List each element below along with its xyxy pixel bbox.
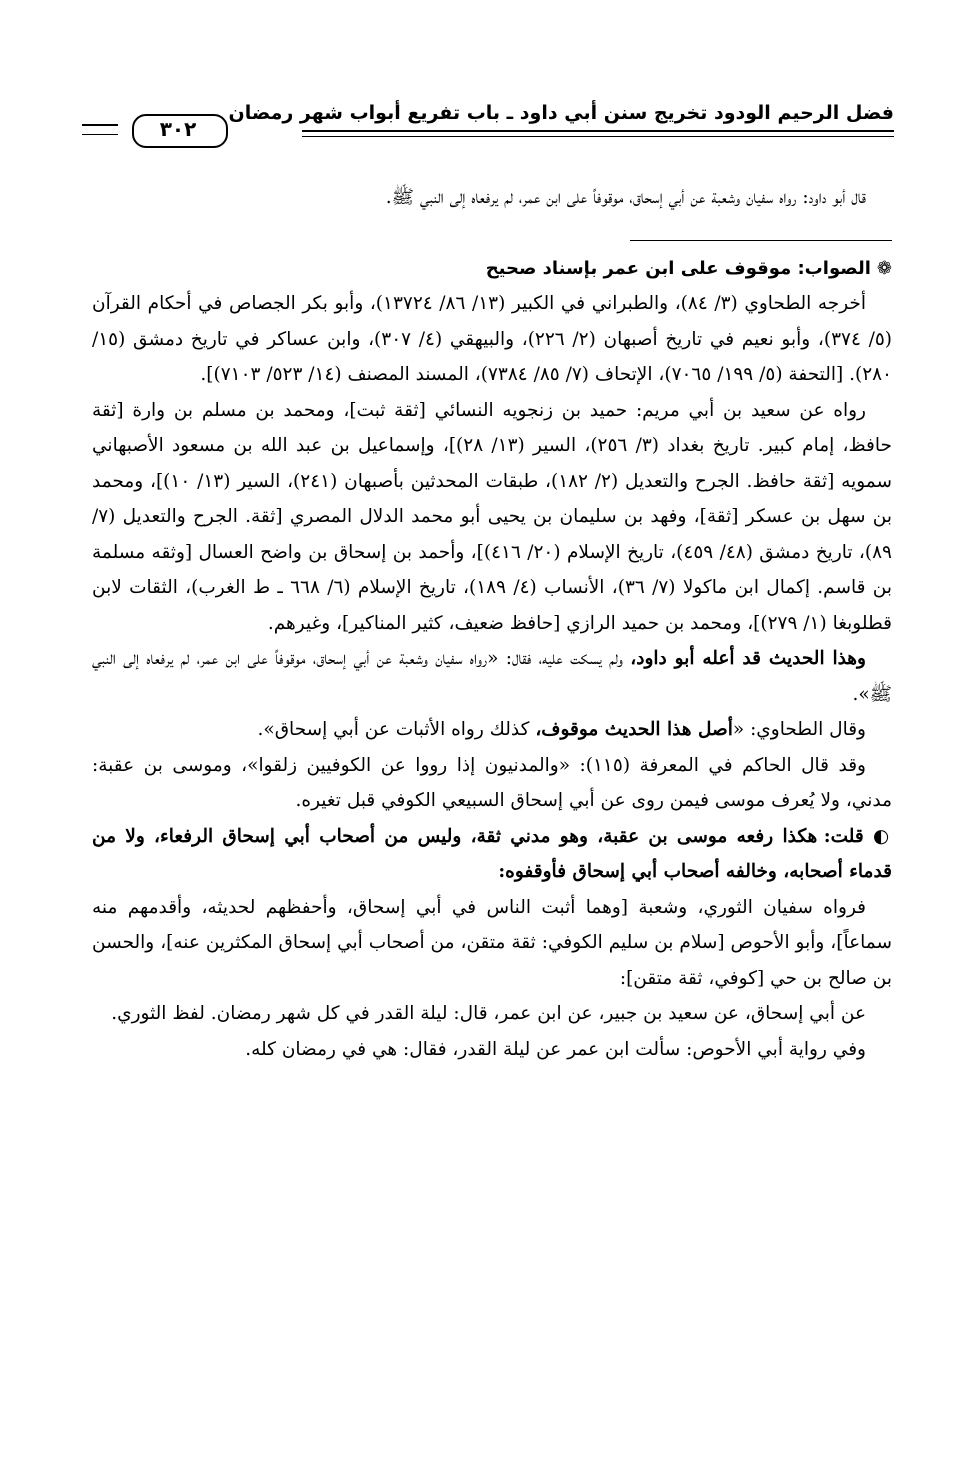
paragraph-thawri: فرواه سفيان الثوري، وشعبة [وهما أثبت الناس في أبي إسحاق، وأحفظهم لحديثه، وأقدمهم منه سماعاً]، وأبو الأحوص [سلام بن سليم الكوفي: ثقة متقن، من أصحاب أبي إسحاق المكثرين عنه]، والحسن بن صالح بن حي [كوفي، ثقة متقن]: — [92, 896, 892, 989]
paragraph-qultu-text: قلت: هكذا رفعه موسى بن عقبة، وهو مدني ثقة، وليس من أصحاب أبي إسحاق الرفعاء، ولا من قدماء أصحابه، وخالفه أصحاب أبي إسحاق فأوقفوه: — [92, 825, 892, 882]
intro-paragraph: قال أبو داود: رواه سفيان وشعبة عن أبي إسحاق، موقوفاً على ابن عمر، لم يرفعاه إلى النبي ﷺ. — [385, 187, 866, 208]
paragraph-tahawi-a: وقال الطحاوي: « — [732, 719, 866, 740]
paragraph-abul-ahwas: وفي رواية أبي الأحوص: سألت ابن عمر عن ليلة القدر، فقال: هي في رمضان كله. — [245, 1038, 866, 1060]
page-body — [92, 180, 892, 1067]
section-heading — [92, 251, 892, 287]
paragraph-illah — [92, 641, 892, 712]
paragraph-tahawi — [92, 712, 892, 748]
paragraph-qultu — [92, 819, 892, 890]
page-number: ٣٠٢ — [118, 112, 238, 146]
heading-text: الصواب: موقوف على ابن عمر بإسناد صحيح — [485, 257, 871, 279]
paragraph-isnad: عن أبي إسحاق، عن سعيد بن جبير، عن ابن عمر، قال: ليلة القدر في كل شهر رمضان. لفظ الثوري. — [111, 1003, 866, 1024]
separator-rule — [630, 240, 892, 241]
paragraph-narrators: رواه عن سعيد بن أبي مريم: حميد بن زنجويه النسائي [ثقة ثبت]، ومحمد بن مسلم بن وارة [ثقة حافظ، إمام كبير. تاريخ بغداد (٣/ ٢٥٦)، السير (١٣/ ٢٨)]، وإسماعيل بن عبد الله بن مسعود الأصبهاني سمويه [ثقة حافظ. الجرح والتعديل (٢/ ١٨٢)، طبقات المحدثين بأصبهان (٢٤١)، السير (١٣/ ١٠)]، ومحمد بن سهل بن عسكر [ثقة]، وفهد بن سليمان بن يحيى أبو محمد الدلال المصري [ثقة. الجرح والتعديل (٧/ ٨٩)، تاريخ دمشق (٤٨/ ٤٥٩)، تاريخ الإسلام (٢٠/ ٤١٦)]، وأحمد بن إسحاق بن واضح العسال [وثقه مسلمة بن قاسم. إكمال ابن ماكولا (٧/ ٣٦)، الأنساب (٤/ ١٨٩)، تاريخ الإسلام (٦/ ٦٦٨ ـ ط الغرب)، الثقات لابن قطلوبغا (١/ ٢٧٩)]، ومحمد بن حميد الرازي [حافظ ضعيف، كثير المناكير]، وغيرهم. — [92, 399, 892, 634]
flower-icon: ❁ — [876, 257, 892, 279]
running-title: فضل الرحيم الودود تخريج سنن أبي داود ـ باب تفريع أبواب شهر رمضان — [228, 102, 894, 124]
header-ornament-lines — [82, 124, 118, 135]
paragraph-illah-rest: ولم يسكت عليه، فقال: «رواه سفيان وشعبة عن أبي إسحاق، موقوفاً على ابن عمر، لم يرفعاه إلى النبي ﷺ». — [92, 648, 892, 705]
header-rule — [302, 130, 894, 132]
paragraph-tahawi-b: كذلك رواه الأثبات عن أبي إسحاق». — [257, 719, 536, 740]
page-header — [88, 96, 894, 144]
paragraph-tahawi-bold: أصل هذا الحديث موقوف، — [535, 719, 733, 740]
header-rule-thin — [302, 136, 894, 137]
half-circle-icon: ◐ — [873, 825, 892, 847]
paragraph-takhrij: أخرجه الطحاوي (٣/ ٨٤)، والطبراني في الكبير (١٣/ ٨٦/ ١٣٧٢٤)، وأبو بكر الجصاص في أحكام القرآن (٥/ ٣٧٤)، وأبو نعيم في تاريخ أصبهان (٢/ ٢٢٦)، والبيهقي (٤/ ٣٠٧)، وابن عساكر في تاريخ دمشق (١٥/ ٢٨٠). [التحفة (٥/ ١٩٩/ ٧٠٦٥)، الإتحاف (٧/ ٨٥/ ٧٣٨٤)، المسند المصنف (١٤/ ٥٢٣/ ٧١٠٣)]. — [92, 293, 892, 385]
paragraph-hakim: وقد قال الحاكم في المعرفة (١١٥): «والمدنيون إذا رووا عن الكوفيين زلقوا»، وموسى بن عقبة: مدني، ولا يُعرف موسى فيمن روى عن أبي إسحاق السبيعي الكوفي قبل تغيره. — [92, 754, 892, 811]
paragraph-illah-bold: وهذا الحديث قد أعله أبو داود، — [630, 648, 866, 669]
